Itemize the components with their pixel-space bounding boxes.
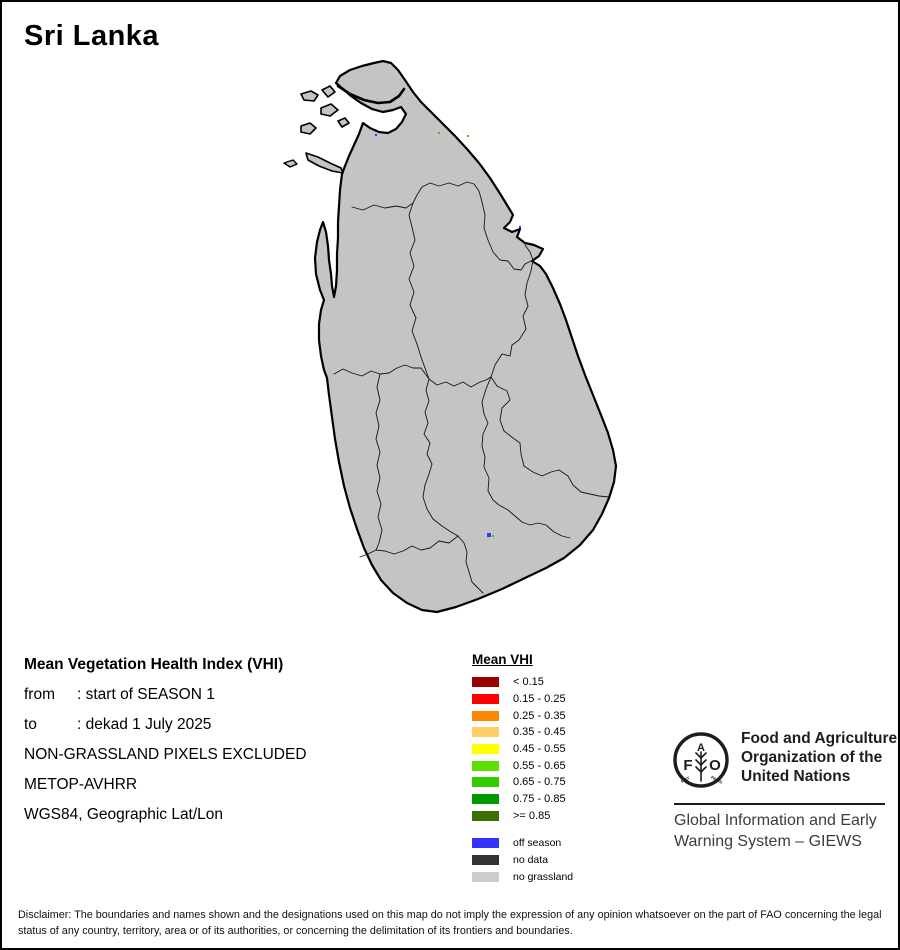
legend-label: 0.35 - 0.45 (513, 726, 566, 739)
legend-row (472, 757, 566, 774)
legend-label: 0.15 - 0.25 (513, 693, 566, 706)
vhi-legend (472, 652, 566, 824)
legend-swatch (472, 811, 499, 821)
legend-row (472, 724, 566, 741)
legend-row (472, 791, 566, 808)
parameter-sensor: METOP-AVHRR (24, 776, 138, 793)
islet-fragment (284, 160, 297, 167)
legend-label: 0.55 - 0.65 (513, 759, 566, 772)
fao-name (741, 729, 897, 786)
parameter-projection: WGS84, Geographic Lat/Lon (24, 806, 224, 823)
fao-name-line: Organization of the (741, 749, 883, 766)
svg-text:FIAT: FIAT (680, 775, 691, 784)
to-label: to (24, 716, 37, 733)
legend-row (472, 868, 573, 885)
legend-row (472, 741, 566, 758)
to-value: : dekad 1 July 2025 (77, 716, 212, 733)
vhi-pixel (438, 132, 440, 134)
legend-label: no data (513, 853, 549, 866)
legend-label: 0.25 - 0.35 (513, 709, 566, 722)
giews-subtitle-line: Global Information and Early (674, 812, 877, 829)
legend-label: 0.45 - 0.55 (513, 743, 566, 756)
sri-lanka-mainland (315, 61, 616, 612)
svg-text:PANIS: PANIS (710, 774, 724, 785)
giews-subtitle (674, 810, 877, 852)
from-value: : start of SEASON 1 (77, 686, 215, 703)
map-parameters (24, 650, 464, 830)
legend-row (472, 834, 573, 851)
legend-swatch (472, 744, 499, 754)
legend-swatch (472, 838, 499, 848)
legend-swatch (472, 727, 499, 737)
fao-name-line: Food and Agriculture (741, 730, 898, 747)
parameter-mask: NON-GRASSLAND PIXELS EXCLUDED (24, 746, 307, 763)
page-title: Sri Lanka (24, 20, 160, 52)
legend-label: >= 0.85 (513, 809, 551, 822)
vhi-legend-classes (472, 674, 566, 824)
island (338, 118, 349, 127)
vhi-legend-title: Mean VHI (472, 652, 533, 667)
from-label: from (24, 686, 55, 703)
legend-swatch (472, 761, 499, 771)
svg-text:F: F (683, 757, 693, 774)
vhi-legend-extra (472, 834, 573, 885)
giews-subtitle-line: Warning System – GIEWS (674, 833, 862, 850)
legend-row (472, 707, 566, 724)
vhi-pixel (487, 533, 491, 537)
legend-label: off season (513, 836, 562, 849)
parameter-from (24, 680, 464, 710)
legend-swatch (472, 777, 499, 787)
legend-row (472, 851, 573, 868)
parameter-to (24, 710, 464, 740)
island (301, 91, 318, 101)
parameters-heading: Mean Vegetation Health Index (VHI) (24, 656, 284, 673)
legend-label: no grassland (513, 870, 574, 883)
legend-row (472, 674, 566, 691)
fao-logo-icon (672, 729, 734, 793)
vhi-pixel (467, 135, 469, 137)
legend-swatch (472, 855, 499, 865)
fao-separator-rule (674, 803, 885, 805)
vhi-pixel (375, 134, 377, 136)
legend-label: 0.65 - 0.75 (513, 776, 566, 789)
fao-name-line: United Nations (741, 768, 851, 785)
legend-swatch (472, 872, 499, 882)
legend-label: 0.75 - 0.85 (513, 793, 566, 806)
island (301, 123, 316, 134)
island (321, 104, 338, 116)
mannar-island (306, 153, 343, 173)
legend-row (472, 808, 566, 825)
disclaimer-text: Disclaimer: The boundaries and names shown and the designations used on this map do not imply the expression of any opinion whatsoever on the part of FAO concerning the legal status of any country, territory, area or of its authorities, or concerning the delimitation of its frontiers and boundaries. (18, 909, 882, 937)
svg-text:O: O (709, 757, 721, 774)
legend-row (472, 691, 566, 708)
vhi-pixel (492, 535, 494, 537)
legend-label: < 0.15 (513, 676, 544, 689)
legend-swatch (472, 711, 499, 721)
legend-swatch (472, 694, 499, 704)
island (322, 86, 335, 97)
legend-swatch (472, 794, 499, 804)
svg-text:A: A (697, 742, 705, 754)
legend-swatch (472, 677, 499, 687)
legend-row (472, 774, 566, 791)
vhi-pixel (519, 226, 521, 228)
